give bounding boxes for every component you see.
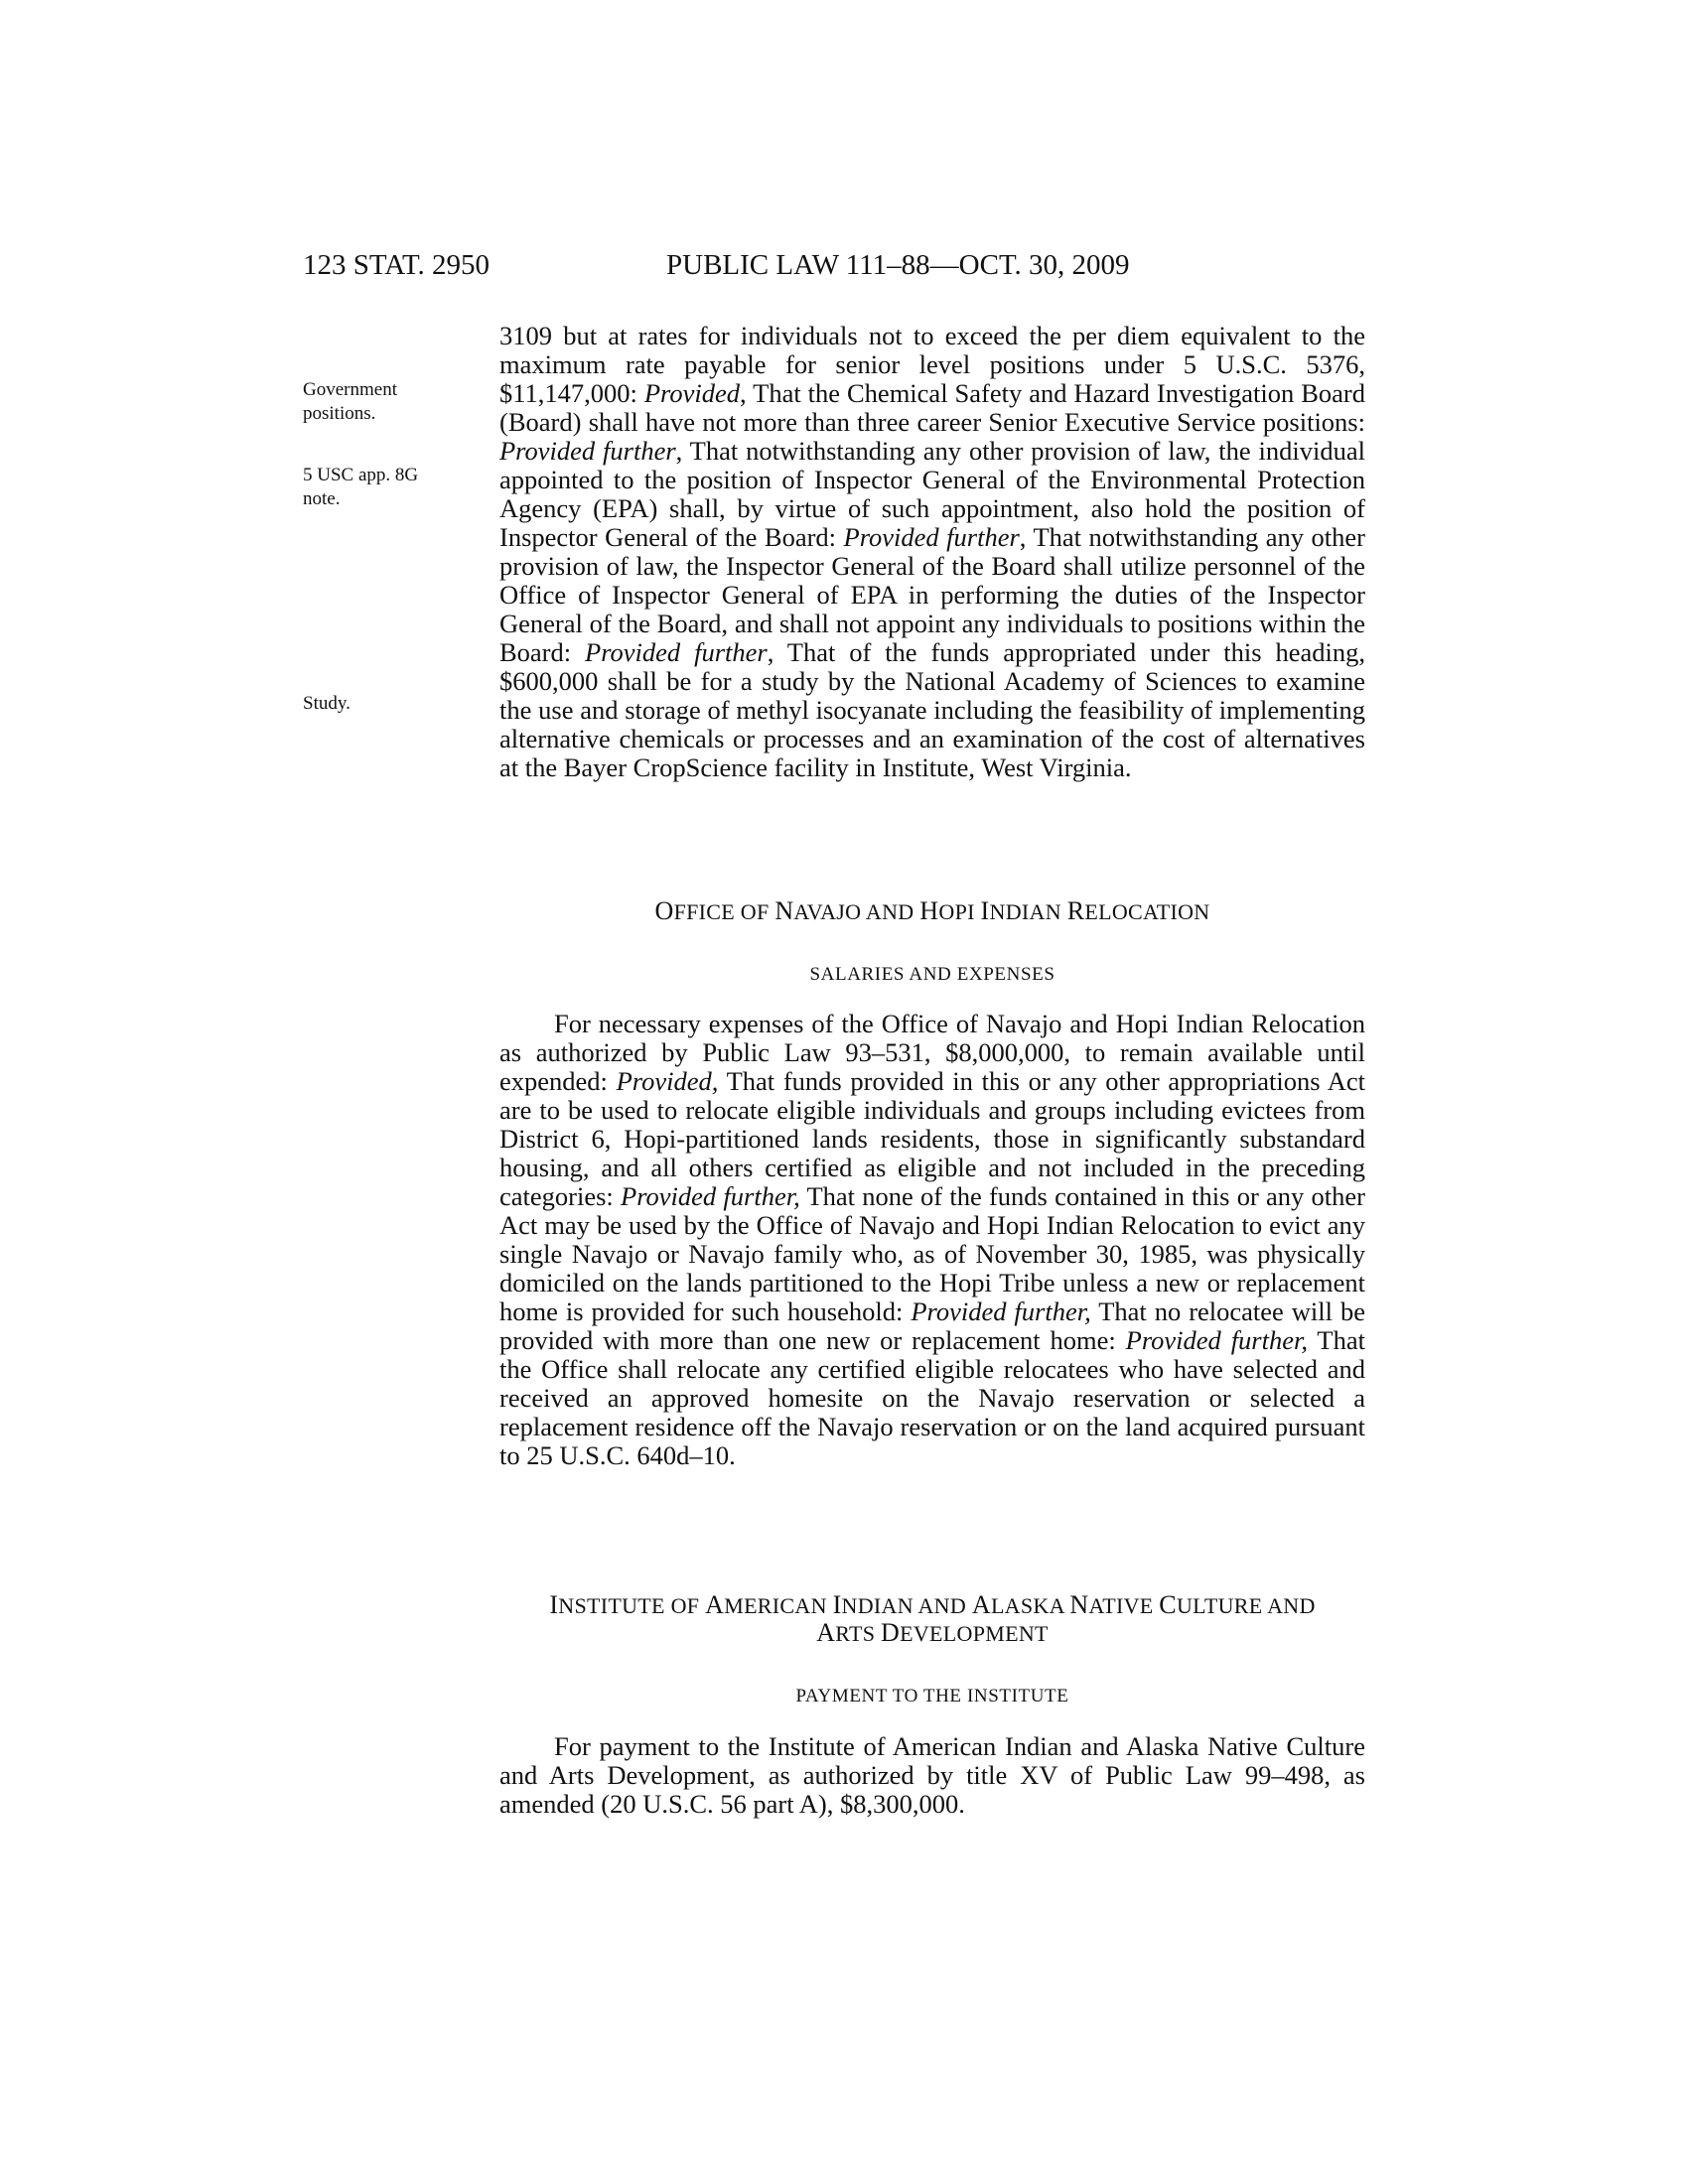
institute-subheading: PAYMENT TO THE INSTITUTE [795,1686,1069,1706]
proviso: Provided, [616,1066,719,1096]
margin-note-usc: 5 USC app. 8G note. [303,465,419,509]
header-title: PUBLIC LAW 111–88—OCT. 30, 2009 [666,249,1130,281]
text-run: That the Office shall relocate any certified eligible relocatees who have selected and received an approved homesite on the Navajo reservation or selected a replacement residence off the Navajo reservation or on the land acquired pursuant to 25 U.S.C. 640d–10. [499,1325,1365,1470]
navajo-paragraph [499,1010,1365,1470]
text-run: , That notwithstanding any other provision of law, the individual appointed to the position of Inspector General of the Environmental Protection Agency (EPA) shall, by virtue of such appointment, also hold the position of Inspector General of the Board: [499,436,1365,552]
proviso: Provided further [499,436,676,466]
proviso: Provided further, [911,1297,1091,1326]
text-run: , That notwithstanding any other provision of law, the Inspector General of the Board shall utilize personnel of the Office of Inspector General of EPA in performing the duties of the Inspector General of the Board, and shall not appoint any individuals to positions within the Board: [499,522,1365,667]
proviso: Provided further, [621,1181,800,1211]
proviso: Provided [643,378,741,408]
proviso: Provided further, [1125,1325,1308,1355]
navajo-body [499,1010,1365,1470]
margin-note-study: Study. [303,693,351,714]
institute-body [499,1732,1365,1819]
text-run: For necessary expenses of the Office of Navajo and Hopi Indian Relocation as authorized by Public Law 93–531, $8,000,000, to remain available until expended: [499,1009,1365,1096]
proviso: Provided further [843,522,1020,552]
section1-paragraph [499,322,1365,782]
text-run: , That of the funds appropriated under this heading, $600,000 shall be for a study by the National Academy of Sciences to examine the use and storage of methyl isocyanate including the feasibility of implementing alternative chemicals or processes and an examination of the cost of alternatives at the Bayer CropScience facility in Institute, West Virginia. [499,637,1366,782]
text-run: That no relocatee will be provided with more than one new or replacement home: [499,1297,1365,1355]
text-run: 3109 but at rates for individuals not to exceed the per diem equivalent to the maximum rate payable for senior level positions under 5 U.S.C. 5376, $11,147,000: [499,321,1365,408]
text-run: , That the Chemical Safety and Hazard Investigation Board (Board) shall have not more than three career Senior Executive Service positions: [499,378,1365,437]
proviso: Provided further [585,637,768,667]
institute-paragraph: For payment to the Institute of American Indian and Alaska Native Culture and Arts Development, as authorized by title XV of Public Law 99–498, as amended (20 U.S.C. 56 part A), $8,300,000. [499,1731,1365,1819]
institute-heading: INSTITUTE OF AMERICAN INDIAN AND ALASKA NATIVE CULTURE AND ARTS DEVELOPMENT [549,1590,1316,1647]
page-number: 123 STAT. 2950 [303,249,491,281]
section1-body [499,322,1365,782]
navajo-heading: OFFICE OF NAVAJO AND HOPI INDIAN RELOCATION [654,896,1210,925]
margin-note-government-positions: Government positions. [303,379,397,424]
running-header [303,248,1365,282]
navajo-subheading: SALARIES AND EXPENSES [809,964,1055,985]
text-run: That none of the funds contained in this or any other Act may be used by the Office of Navajo and Hopi Indian Relocation to evict any single Navajo or Navajo family who, as of November 30, 1985, was physically domiciled on the lands partitioned to the Hopi Tribe unless a new or replacement home is provided for such household: [499,1181,1365,1326]
text-run: That funds provided in this or any other appropriations Act are to be used to relocate eligible individuals and groups including evictees from District 6, Hopi-partitioned lands residents, those in significantly substandard housing, and all others certified as eligible and not included in the preceding categories: [499,1066,1365,1211]
